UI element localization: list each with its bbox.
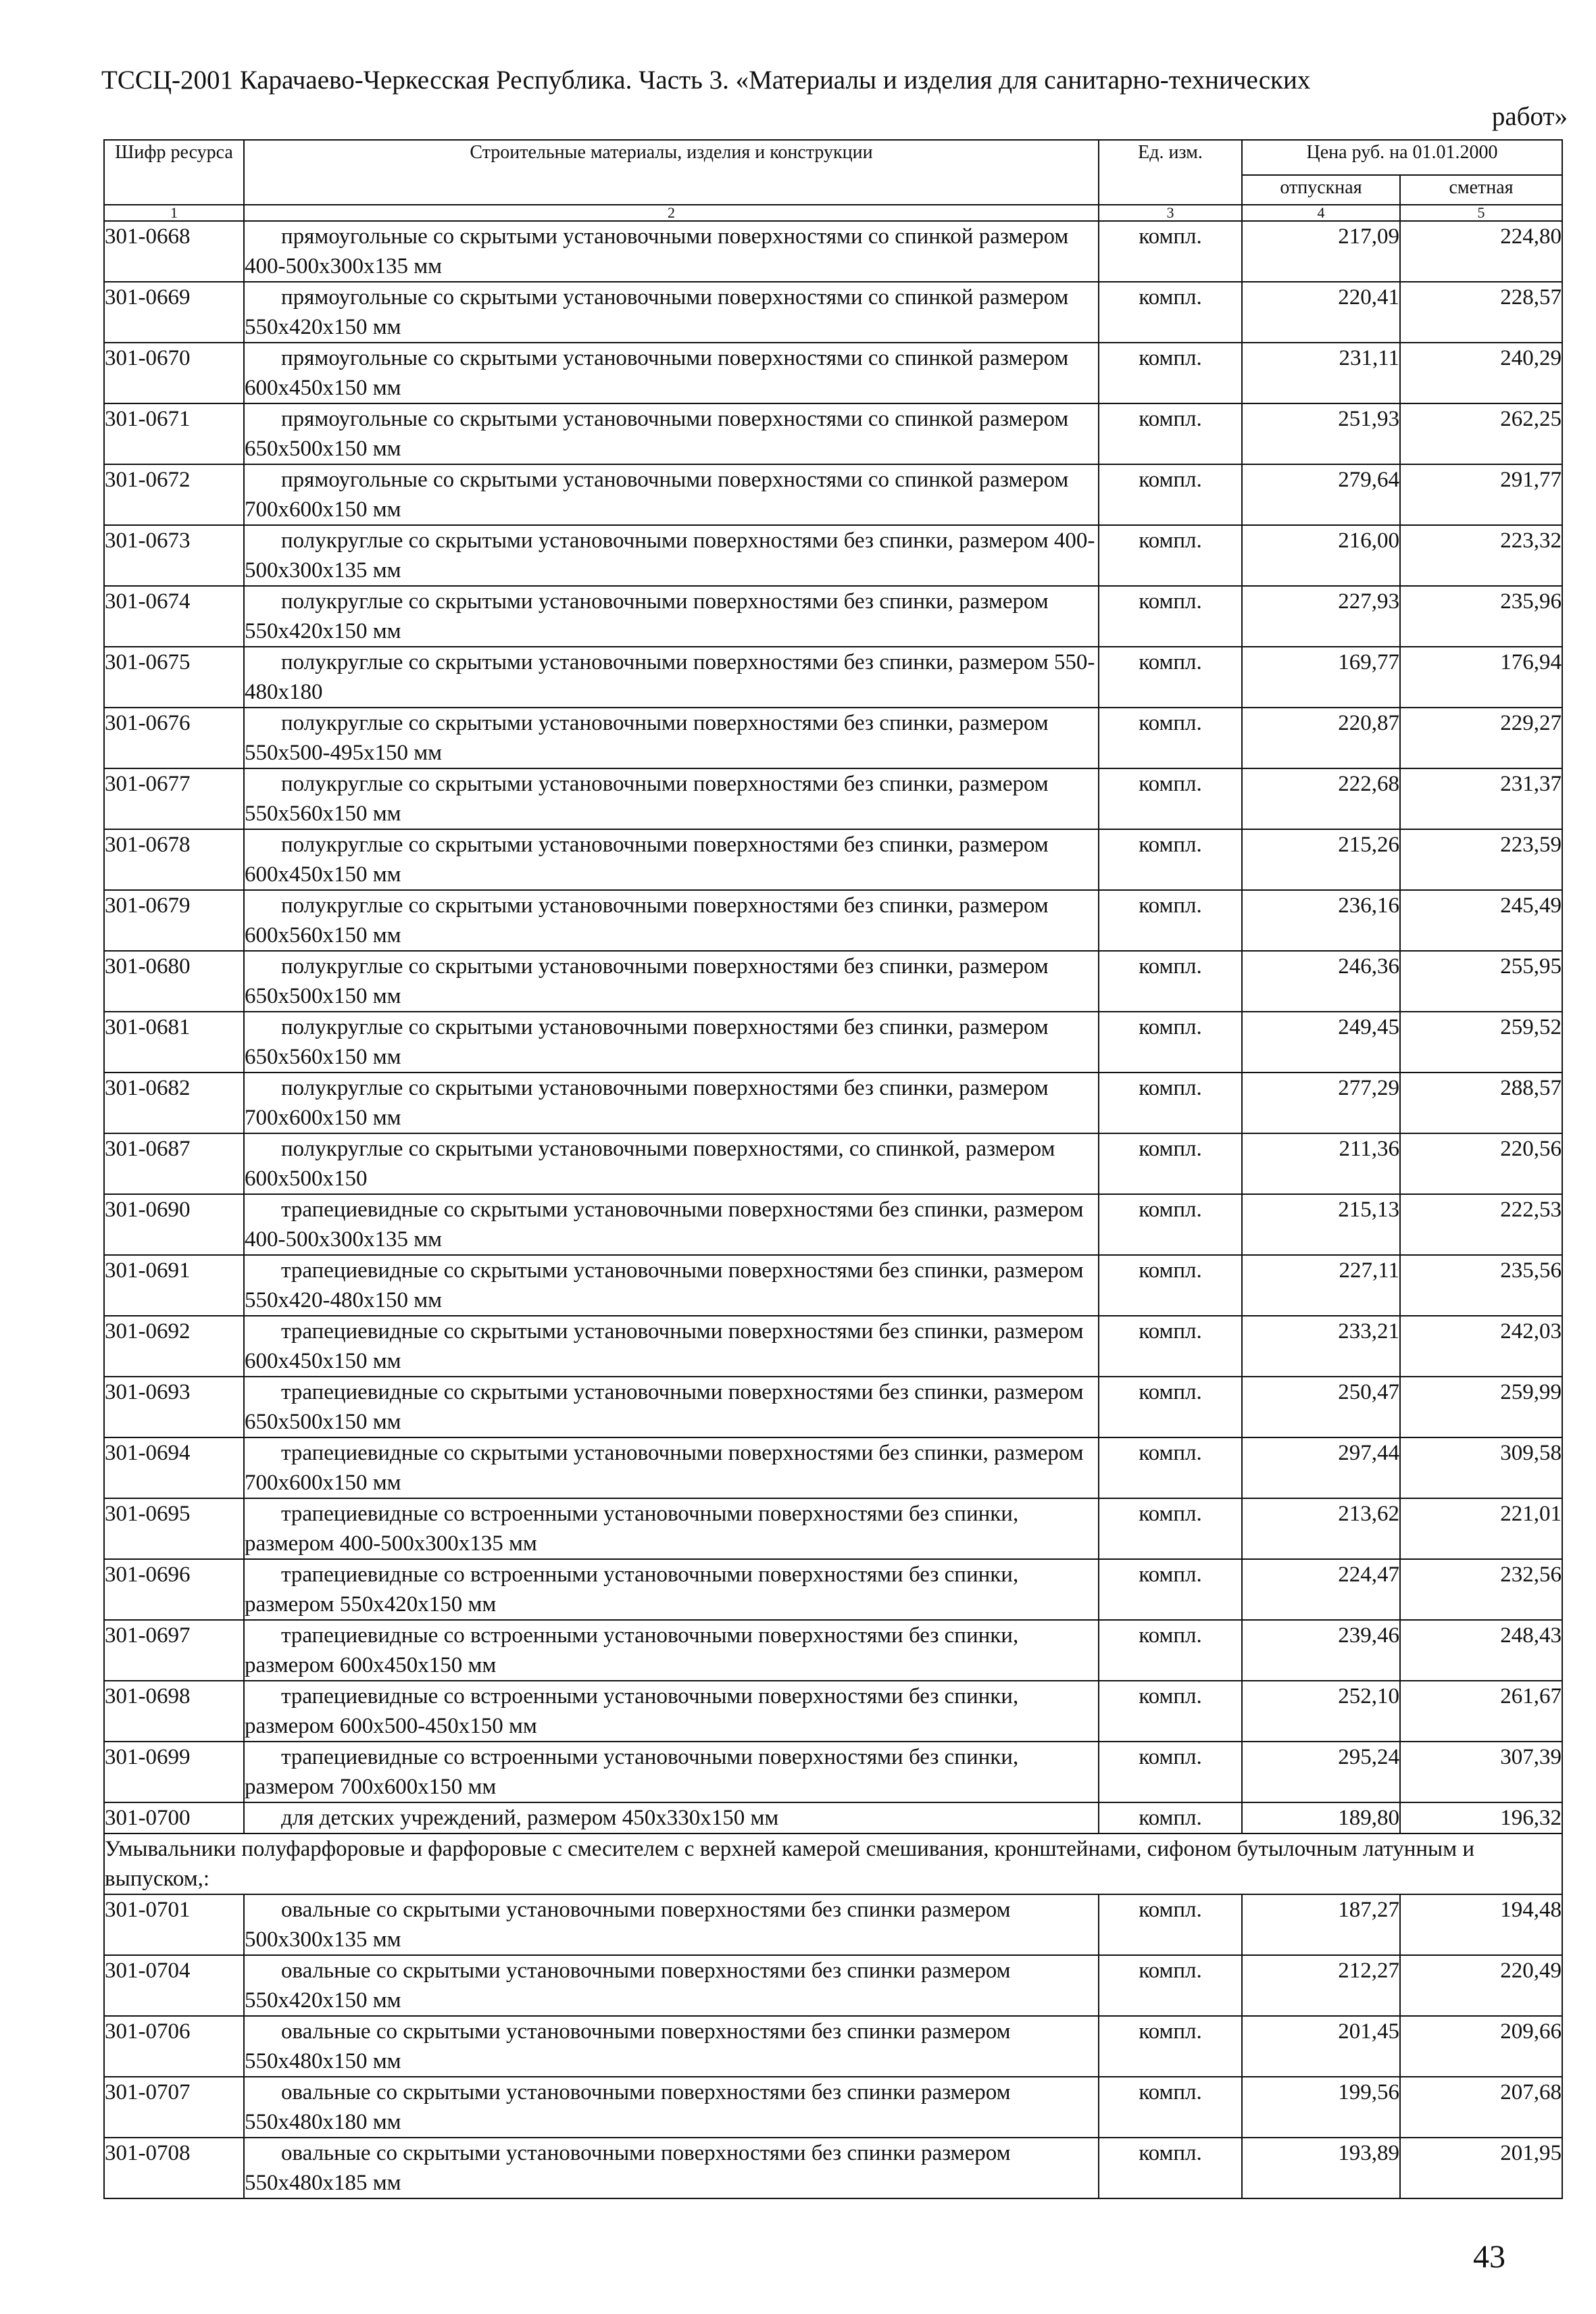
cell-unit: компл.: [1099, 343, 1242, 403]
table-row: [104, 1437, 1562, 1498]
table-row: [104, 890, 1562, 951]
cell-name: [244, 951, 1099, 1012]
table-row: [104, 403, 1562, 464]
item-description: трапециевидные со встроенными установочными поверхностями без спинки, размером 550х420х150 мм: [245, 1562, 1019, 1617]
item-description: полукруглые со скрытыми установочными поверхностями без спинки, размером 650х500х150 мм: [245, 954, 1049, 1008]
cell-price-estimate: 307,39: [1400, 1742, 1562, 1802]
table-row: [104, 1802, 1562, 1833]
table-row: [104, 343, 1562, 403]
cell-unit: компл.: [1099, 951, 1242, 1012]
column-number: 4: [1242, 205, 1400, 221]
cell-price-release: 189,80: [1242, 1802, 1400, 1833]
item-description: трапециевидные со скрытыми установочными поверхностями без спинки, размером 600х450х150 мм: [245, 1319, 1084, 1373]
cell-code: 301-0694: [104, 1437, 244, 1498]
cell-name: [244, 1316, 1099, 1377]
cell-price-estimate: 207,68: [1400, 2077, 1562, 2138]
column-header-price-release: отпускная: [1242, 175, 1400, 205]
cell-name: [244, 1802, 1099, 1833]
cell-price-release: 212,27: [1242, 1955, 1400, 2016]
cell-price-release: 239,46: [1242, 1620, 1400, 1681]
cell-price-estimate: 220,49: [1400, 1955, 1562, 2016]
item-description: прямоугольные со скрытыми установочными поверхностями со спинкой размером 600х450х150 мм: [245, 346, 1069, 400]
cell-price-release: 252,10: [1242, 1681, 1400, 1742]
cell-price-estimate: 248,43: [1400, 1620, 1562, 1681]
cell-unit: компл.: [1099, 1894, 1242, 1955]
cell-unit: компл.: [1099, 1802, 1242, 1833]
item-description: для детских учреждений, размером 450х330х150 мм: [281, 1806, 779, 1830]
cell-price-estimate: 242,03: [1400, 1316, 1562, 1377]
cell-price-release: 279,64: [1242, 464, 1400, 525]
column-header-name: Строительные материалы, изделия и конструкции: [244, 140, 1099, 205]
item-description: овальные со скрытыми установочными поверхностями без спинки размером 500х300х135 мм: [245, 1898, 1011, 1952]
cell-price-release: 224,47: [1242, 1559, 1400, 1620]
table-row: [104, 1681, 1562, 1742]
cell-name: [244, 1894, 1099, 1955]
cell-price-estimate: 231,37: [1400, 768, 1562, 829]
cell-unit: компл.: [1099, 768, 1242, 829]
cell-unit: компл.: [1099, 282, 1242, 343]
cell-code: 301-0678: [104, 829, 244, 890]
item-description: овальные со скрытыми установочными поверхностями без спинки размером 550х420х150 мм: [245, 1959, 1011, 2013]
cell-code: 301-0692: [104, 1316, 244, 1377]
cell-price-release: 295,24: [1242, 1742, 1400, 1802]
item-description: трапециевидные со скрытыми установочными поверхностями без спинки, размером 700х600х150 мм: [245, 1441, 1084, 1495]
cell-code: 301-0698: [104, 1681, 244, 1742]
cell-price-estimate: 259,52: [1400, 1012, 1562, 1073]
cell-code: 301-0675: [104, 647, 244, 708]
cell-price-estimate: 220,56: [1400, 1133, 1562, 1194]
cell-unit: компл.: [1099, 1681, 1242, 1742]
table-row: [104, 708, 1562, 768]
cell-code: 301-0690: [104, 1194, 244, 1255]
cell-price-estimate: 255,95: [1400, 951, 1562, 1012]
cell-price-release: 193,89: [1242, 2138, 1400, 2198]
item-description: трапециевидные со встроенными установочными поверхностями без спинки, размером 400-500х300х135 мм: [245, 1502, 1019, 1556]
cell-unit: компл.: [1099, 2077, 1242, 2138]
section-row: [104, 1833, 1562, 1894]
cell-code: 301-0668: [104, 221, 244, 282]
table-row: [104, 1620, 1562, 1681]
table-row: [104, 647, 1562, 708]
table-row: [104, 464, 1562, 525]
cell-name: [244, 647, 1099, 708]
cell-name: [244, 282, 1099, 343]
section-heading: Умывальники полуфарфоровые и фарфоровые с смесителем с верхней камерой смешивания, кронштейнами, сифоном бутылочным латунным и выпуском,:: [104, 1833, 1562, 1894]
cell-unit: компл.: [1099, 2016, 1242, 2077]
cell-name: [244, 768, 1099, 829]
cell-price-release: 187,27: [1242, 1894, 1400, 1955]
cell-unit: компл.: [1099, 829, 1242, 890]
cell-code: 301-0676: [104, 708, 244, 768]
cell-name: [244, 403, 1099, 464]
cell-code: 301-0708: [104, 2138, 244, 2198]
cell-price-estimate: 201,95: [1400, 2138, 1562, 2198]
item-description: полукруглые со скрытыми установочными поверхностями без спинки, размером 550х420х150 мм: [245, 589, 1049, 643]
cell-code: 301-0670: [104, 343, 244, 403]
cell-code: 301-0679: [104, 890, 244, 951]
column-header-unit: Ед. изм.: [1099, 140, 1242, 205]
cell-price-release: 251,93: [1242, 403, 1400, 464]
cell-name: [244, 1681, 1099, 1742]
cell-name: [244, 464, 1099, 525]
item-description: полукруглые со скрытыми установочными поверхностями без спинки, размером 600х450х150 мм: [245, 833, 1049, 887]
cell-code: 301-0701: [104, 1894, 244, 1955]
item-description: овальные со скрытыми установочными поверхностями без спинки размером 550х480х150 мм: [245, 2019, 1011, 2073]
cell-code: 301-0681: [104, 1012, 244, 1073]
cell-price-estimate: 228,57: [1400, 282, 1562, 343]
cell-price-release: 220,41: [1242, 282, 1400, 343]
item-description: овальные со скрытыми установочными поверхностями без спинки размером 550х480х185 мм: [245, 2141, 1011, 2195]
column-number: 1: [104, 205, 244, 221]
cell-code: 301-0697: [104, 1620, 244, 1681]
table-row: [104, 1133, 1562, 1194]
table-row: [104, 1955, 1562, 2016]
column-header-price-group: Цена руб. на 01.01.2000: [1242, 140, 1562, 175]
cell-price-estimate: 176,94: [1400, 647, 1562, 708]
cell-unit: компл.: [1099, 647, 1242, 708]
cell-price-estimate: 222,53: [1400, 1194, 1562, 1255]
item-description: полукруглые со скрытыми установочными поверхностями без спинки, размером 700х600х150 мм: [245, 1076, 1049, 1130]
table-row: [104, 768, 1562, 829]
table-row: [104, 282, 1562, 343]
cell-name: [244, 1955, 1099, 2016]
cell-price-release: 222,68: [1242, 768, 1400, 829]
cell-code: 301-0674: [104, 586, 244, 647]
cell-price-estimate: 262,25: [1400, 403, 1562, 464]
table-row: [104, 2138, 1562, 2198]
price-table: [103, 139, 1563, 2199]
page-header: [101, 62, 1568, 135]
table-row: [104, 525, 1562, 586]
cell-code: 301-0673: [104, 525, 244, 586]
cell-price-release: 249,45: [1242, 1012, 1400, 1073]
cell-name: [244, 1377, 1099, 1437]
cell-unit: компл.: [1099, 1194, 1242, 1255]
cell-code: 301-0682: [104, 1073, 244, 1133]
cell-price-estimate: 235,56: [1400, 1255, 1562, 1316]
cell-price-release: 297,44: [1242, 1437, 1400, 1498]
cell-price-estimate: 224,80: [1400, 221, 1562, 282]
cell-name: [244, 1620, 1099, 1681]
cell-code: 301-0696: [104, 1559, 244, 1620]
cell-unit: компл.: [1099, 586, 1242, 647]
cell-name: [244, 2138, 1099, 2198]
cell-price-release: 169,77: [1242, 647, 1400, 708]
cell-name: [244, 2077, 1099, 2138]
cell-unit: компл.: [1099, 403, 1242, 464]
cell-price-release: 233,21: [1242, 1316, 1400, 1377]
item-description: полукруглые со скрытыми установочными поверхностями без спинки, размером 400-500х300х135 мм: [245, 528, 1095, 583]
cell-name: [244, 1073, 1099, 1133]
cell-price-release: 217,09: [1242, 221, 1400, 282]
cell-code: 301-0704: [104, 1955, 244, 2016]
cell-name: [244, 221, 1099, 282]
cell-name: [244, 525, 1099, 586]
cell-price-release: 250,47: [1242, 1377, 1400, 1437]
cell-code: 301-0672: [104, 464, 244, 525]
cell-price-estimate: 259,99: [1400, 1377, 1562, 1437]
cell-unit: компл.: [1099, 1620, 1242, 1681]
cell-price-estimate: 194,48: [1400, 1894, 1562, 1955]
column-number: 5: [1400, 205, 1562, 221]
cell-unit: компл.: [1099, 1255, 1242, 1316]
item-description: овальные со скрытыми установочными поверхностями без спинки размером 550х480х180 мм: [245, 2080, 1011, 2134]
cell-price-estimate: 240,29: [1400, 343, 1562, 403]
cell-price-release: 216,00: [1242, 525, 1400, 586]
cell-code: 301-0707: [104, 2077, 244, 2138]
page-number: 43: [1473, 2239, 1505, 2275]
cell-name: [244, 343, 1099, 403]
item-description: трапециевидные со скрытыми установочными поверхностями без спинки, размером 650х500х150 мм: [245, 1380, 1084, 1434]
item-description: прямоугольные со скрытыми установочными поверхностями со спинкой размером 400-500х300х135 мм: [245, 224, 1069, 278]
cell-price-release: 211,36: [1242, 1133, 1400, 1194]
item-description: трапециевидные со скрытыми установочными поверхностями без спинки, размером 400-500х300х135 мм: [245, 1198, 1084, 1252]
item-description: прямоугольные со скрытыми установочными поверхностями со спинкой размером 550х420х150 мм: [245, 285, 1069, 339]
cell-unit: компл.: [1099, 525, 1242, 586]
cell-unit: компл.: [1099, 1316, 1242, 1377]
cell-code: 301-0669: [104, 282, 244, 343]
item-description: трапециевидные со встроенными установочными поверхностями без спинки, размером 600х450х150 мм: [245, 1623, 1019, 1677]
table-row: [104, 1498, 1562, 1559]
cell-unit: компл.: [1099, 464, 1242, 525]
cell-unit: компл.: [1099, 1559, 1242, 1620]
cell-code: 301-0699: [104, 1742, 244, 1802]
cell-name: [244, 890, 1099, 951]
item-description: трапециевидные со встроенными установочными поверхностями без спинки, размером 600х500-450х150 мм: [245, 1684, 1019, 1738]
cell-price-release: 227,11: [1242, 1255, 1400, 1316]
table-row: [104, 2077, 1562, 2138]
cell-unit: компл.: [1099, 1133, 1242, 1194]
table-row: [104, 2016, 1562, 2077]
table-row: [104, 1012, 1562, 1073]
item-description: полукруглые со скрытыми установочными поверхностями, со спинкой, размером 600х500х150: [245, 1137, 1055, 1191]
cell-unit: компл.: [1099, 1955, 1242, 2016]
cell-name: [244, 1498, 1099, 1559]
cell-name: [244, 586, 1099, 647]
cell-price-estimate: 235,96: [1400, 586, 1562, 647]
cell-unit: компл.: [1099, 1377, 1242, 1437]
item-description: полукруглые со скрытыми установочными поверхностями без спинки, размером 550х560х150 мм: [245, 772, 1049, 826]
cell-name: [244, 708, 1099, 768]
cell-code: 301-0706: [104, 2016, 244, 2077]
column-header-code: Шифр ресурса: [104, 140, 244, 205]
cell-unit: компл.: [1099, 1073, 1242, 1133]
cell-price-estimate: 209,66: [1400, 2016, 1562, 2077]
cell-price-release: 246,36: [1242, 951, 1400, 1012]
item-description: прямоугольные со скрытыми установочными поверхностями со спинкой размером 650х500х150 мм: [245, 407, 1069, 461]
cell-name: [244, 1559, 1099, 1620]
cell-price-release: 231,11: [1242, 343, 1400, 403]
cell-price-estimate: 309,58: [1400, 1437, 1562, 1498]
cell-code: 301-0671: [104, 403, 244, 464]
item-description: полукруглые со скрытыми установочными поверхностями без спинки, размером 600х560х150 мм: [245, 893, 1049, 947]
cell-code: 301-0687: [104, 1133, 244, 1194]
cell-code: 301-0677: [104, 768, 244, 829]
cell-unit: компл.: [1099, 890, 1242, 951]
table-row: [104, 1894, 1562, 1955]
table-row: [104, 829, 1562, 890]
table-row: [104, 1194, 1562, 1255]
item-description: полукруглые со скрытыми установочными поверхностями без спинки, размером 650х560х150 мм: [245, 1015, 1049, 1069]
cell-name: [244, 1437, 1099, 1498]
cell-name: [244, 1133, 1099, 1194]
table-row: [104, 1559, 1562, 1620]
cell-price-estimate: 245,49: [1400, 890, 1562, 951]
cell-name: [244, 1255, 1099, 1316]
table-row: [104, 1255, 1562, 1316]
cell-unit: компл.: [1099, 221, 1242, 282]
item-description: прямоугольные со скрытыми установочными поверхностями со спинкой размером 700х600х150 мм: [245, 468, 1069, 522]
item-description: полукруглые со скрытыми установочными поверхностями без спинки, размером 550-480х180: [245, 650, 1095, 704]
cell-price-release: 215,13: [1242, 1194, 1400, 1255]
cell-price-release: 213,62: [1242, 1498, 1400, 1559]
column-number: 3: [1099, 205, 1242, 221]
cell-unit: компл.: [1099, 1012, 1242, 1073]
item-description: трапециевидные со скрытыми установочными поверхностями без спинки, размером 550х420-480х150 мм: [245, 1258, 1084, 1312]
cell-unit: компл.: [1099, 1742, 1242, 1802]
cell-price-estimate: 229,27: [1400, 708, 1562, 768]
table-row: [104, 1377, 1562, 1437]
cell-name: [244, 1742, 1099, 1802]
cell-price-release: 236,16: [1242, 890, 1400, 951]
cell-name: [244, 829, 1099, 890]
column-number: 2: [244, 205, 1099, 221]
table-row: [104, 951, 1562, 1012]
cell-code: 301-0700: [104, 1802, 244, 1833]
table-row: [104, 586, 1562, 647]
cell-code: 301-0693: [104, 1377, 244, 1437]
table-row: [104, 221, 1562, 282]
cell-code: 301-0680: [104, 951, 244, 1012]
cell-price-estimate: 232,56: [1400, 1559, 1562, 1620]
cell-price-estimate: 288,57: [1400, 1073, 1562, 1133]
cell-price-release: 220,87: [1242, 708, 1400, 768]
table-row: [104, 1316, 1562, 1377]
table-row: [104, 1073, 1562, 1133]
cell-price-estimate: 223,32: [1400, 525, 1562, 586]
cell-name: [244, 2016, 1099, 2077]
cell-unit: компл.: [1099, 1437, 1242, 1498]
cell-unit: компл.: [1099, 1498, 1242, 1559]
cell-price-estimate: 223,59: [1400, 829, 1562, 890]
cell-price-release: 199,56: [1242, 2077, 1400, 2138]
item-description: полукруглые со скрытыми установочными поверхностями без спинки, размером 550х500-495х150 мм: [245, 711, 1049, 765]
cell-price-release: 215,26: [1242, 829, 1400, 890]
cell-price-estimate: 196,32: [1400, 1802, 1562, 1833]
cell-price-release: 201,45: [1242, 2016, 1400, 2077]
cell-price-release: 277,29: [1242, 1073, 1400, 1133]
cell-price-estimate: 291,77: [1400, 464, 1562, 525]
cell-price-estimate: 261,67: [1400, 1681, 1562, 1742]
cell-unit: компл.: [1099, 2138, 1242, 2198]
cell-price-estimate: 221,01: [1400, 1498, 1562, 1559]
table-body: [104, 221, 1562, 2198]
cell-name: [244, 1012, 1099, 1073]
cell-name: [244, 1194, 1099, 1255]
header-line-1: ТССЦ-2001 Карачаево-Черкесская Республика. Часть 3. «Материалы и изделия для санитарно-технических: [101, 66, 1311, 95]
cell-price-release: 227,93: [1242, 586, 1400, 647]
cell-code: 301-0691: [104, 1255, 244, 1316]
column-header-price-estimate: сметная: [1400, 175, 1562, 205]
cell-unit: компл.: [1099, 708, 1242, 768]
table-row: [104, 1742, 1562, 1802]
cell-code: 301-0695: [104, 1498, 244, 1559]
item-description: трапециевидные со встроенными установочными поверхностями без спинки, размером 700х600х150 мм: [245, 1745, 1019, 1799]
header-line-2: работ»: [1491, 102, 1568, 131]
